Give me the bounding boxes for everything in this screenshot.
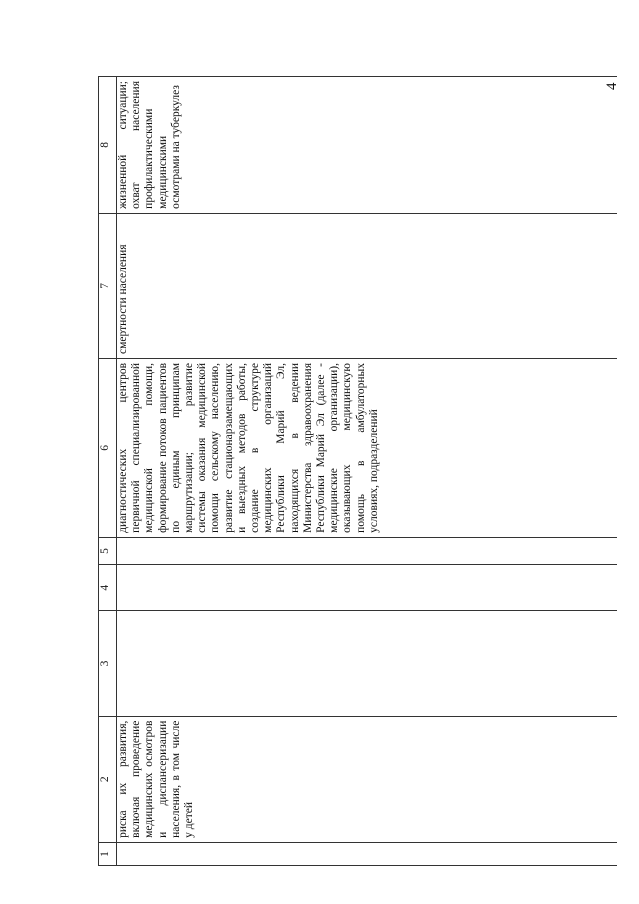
column-number-row	[99, 77, 117, 866]
cell-col-8: жизненной ситуации; охват населения профилактическими медицинскими осмотрами на туберкулез	[117, 77, 618, 214]
column-header-4: 4	[99, 565, 117, 611]
column-header-8: 8	[99, 77, 117, 214]
cell-col-6: диагностических центров первичной специализированной медицинской помощи, формирование потоков пациентов по единым принципам маршрутизации; развитие системы оказания медицинской помощи сельскому населению, развитие стационарзамещающих и выездных методов работы, создание в структуре медицинских организаций Республики Марий Эл, находящихся в ведении Министерства здравоохранения Республики Марий Эл (далее - медицинские организации), оказывающих медицинскую помощь в амбулаторных условиях, подразделений	[117, 358, 618, 537]
cell-col-1	[117, 842, 618, 865]
column-header-6: 6	[99, 358, 117, 537]
scan-edge-mark	[2, 895, 24, 897]
cell-col-7: смертности населения	[117, 213, 618, 358]
column-header-7: 7	[99, 213, 117, 358]
column-header-1: 1	[99, 842, 117, 865]
table-row	[117, 77, 618, 866]
cell-col-2: риска их развития, включая проведение медицинских осмотров и диспансеризации населения, в том числе у детей	[117, 716, 618, 842]
program-table	[98, 76, 617, 866]
column-header-2: 2	[99, 716, 117, 842]
rotated-table-page	[98, 76, 622, 866]
cell-col-3	[117, 611, 618, 716]
column-header-3: 3	[99, 611, 117, 716]
cell-col-4	[117, 565, 618, 611]
cell-col-5	[117, 537, 618, 564]
page-number: 4	[604, 82, 620, 90]
column-header-5: 5	[99, 537, 117, 564]
